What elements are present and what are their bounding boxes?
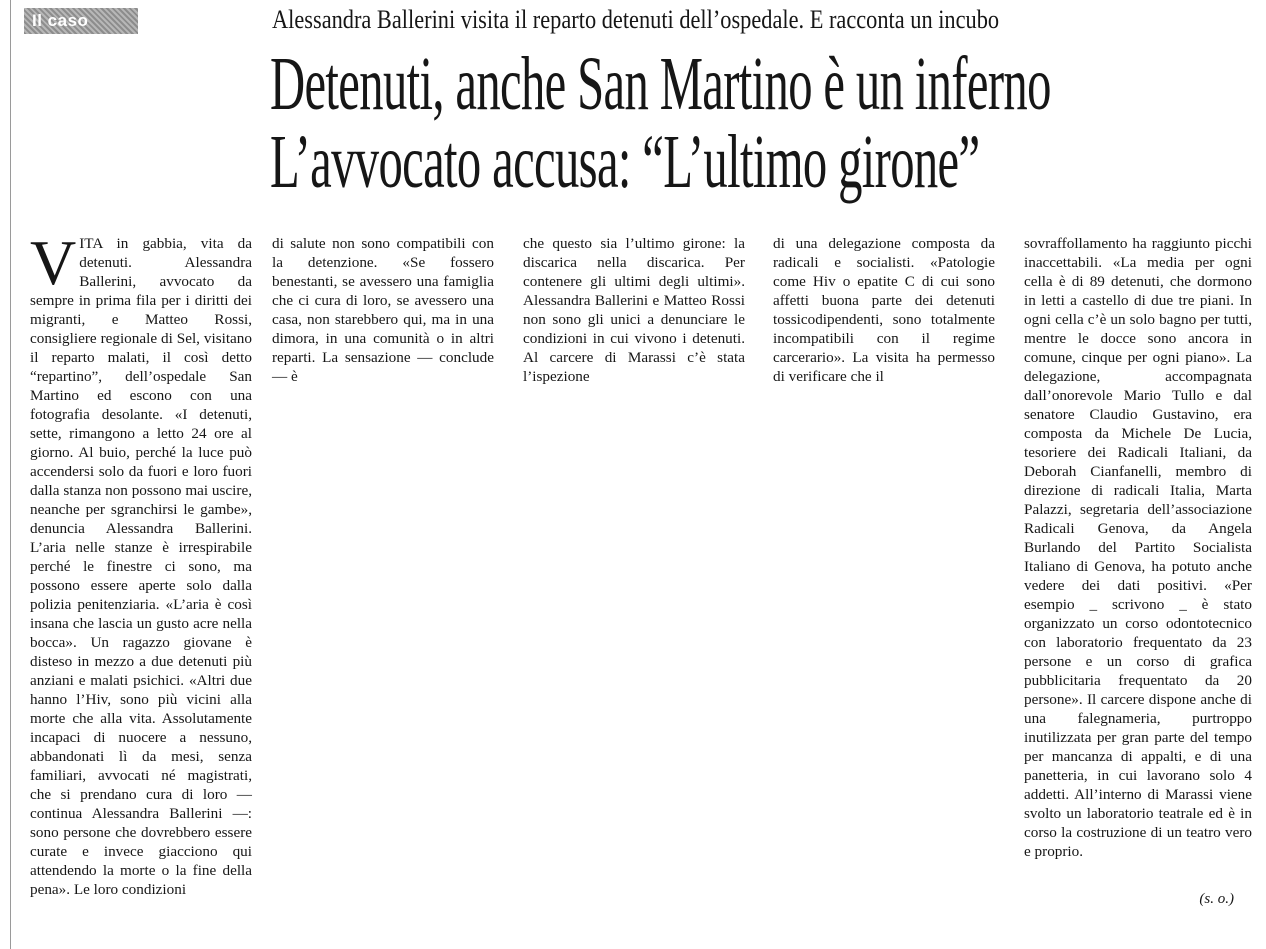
article-column-3: che questo sia l’ultimo girone: la discarica nella discarica. Per contenere gli ultimi degli ultimi». Alessandra Ballerini e Matteo Rossi non sono gli unici a denunciare le condizioni in cui vivono i detenuti. Al carcere di Marassi c’è stata l’ispezione — [523, 235, 745, 385]
column-1-text: ITA in gabbia, vita da detenuti. Alessandra Ballerini, avvocato da sempre in prima fila per i diritti dei migranti, e Matteo Rossi, consigliere regionale di Sel, visitano il reparto malati, il così detto “repartino”, dell’ospedale San Martino ed escono con una fotografia desolante. «I detenuti, sette, rimangono a letto 24 ore al giorno. Al buio, perché la luce può accendersi solo da fuori e loro fuori dalla stanza non possono mai uscire, neanche per sgranchirsi le gambe», denuncia Alessandra Ballerini. L’aria nelle stanze è irrespirabile perché le finestre ci sono, ma possono essere aperte solo dalla polizia penitenziaria. «L’aria è così insana che lascia un gusto acre nella bocca». Un ragazzo giovane è disteso in mezzo a due detenuti più anziani e malati psichici. «Altri due hanno l’Hiv, sono più vicini alla morte che alla vita. Assolutamente incapaci di nuocere a nessuno, abbandonati lì da mesi, senza familiari, avvocati né magistrati, che si prendano cura di loro — continua Alessandra Ballerini —: sono persone che dovrebbero essere curate e invece giacciono qui attendendo la morte o la fine della pena». Le loro condizioni — [30, 235, 252, 898]
article-column-2: di salute non sono compatibili con la detenzione. «Se fossero benestanti, se avessero una famiglia che ci cura di loro, se avessero una casa, non starebbero qui, ma in una dimora, in una comunità o in altri reparti. La sensazione — conclude — è — [272, 235, 494, 385]
article-column-4: di una delegazione composta da radicali e socialisti. «Patologie come Hiv o epatite C di cui sono affetti buona parte dei detenuti tossicodipendenti, sono totalmente incompatibili con il regime carcerario». La visita ha permesso di verificare che il — [773, 235, 995, 385]
headline-line-1: Detenuti, anche San Martino è un inferno — [270, 42, 1051, 126]
headline-line-2: L’avvocato accusa: “L’ultimo girone” — [270, 120, 980, 204]
page-left-rule — [10, 0, 11, 949]
section-rubric: Il caso — [24, 8, 138, 34]
author-signature: (s. o.) — [1199, 891, 1234, 907]
drop-cap: V — [30, 227, 77, 298]
article-column-5: sovraffollamento ha raggiunto picchi inaccettabili. «La media per ogni cella è di 89 detenuti, che dormono in letti a castello di due tre piani. In ogni cella c’è un solo bagno per tutti, mentre le docce sono ancora in comune, cinque per ogni piano». La delegazione, accompagnata dall’onorevole Mario Tullo e dal senatore Claudio Gustavino, era composta da Michele De Lucia, tesoriere dei Radicali Italiani, da Deborah Cianfanelli, membro di direzione di radicali Italia, Marta Palazzi, segretaria dell’associazione Radicali Genova, da Angela Burlando del Partito Socialista Italiano di Genova, ha potuto anche vedere dei dati positivi. «Per esempio _ scrivono _ è stato organizzato un corso odontotecnico con laboratorio frequentato da 23 persone e un corso di grafica pubblicitaria frequentato da 20 persone». Il carcere dispone anche di una falegnameria, purtroppo inutilizzata per gran parte del tempo per mancanza di appalti, e di una panetteria, in cui lavorano solo 4 addetti. All’interno di Marassi viene svolto un laboratorio teatrale ed è in corso la costruzione di un teatro vero e proprio. — [1024, 235, 1252, 860]
article-column-1 — [30, 227, 252, 899]
article-kicker: Alessandra Ballerini visita il reparto detenuti dell’ospedale. E racconta un incubo — [272, 5, 1000, 34]
